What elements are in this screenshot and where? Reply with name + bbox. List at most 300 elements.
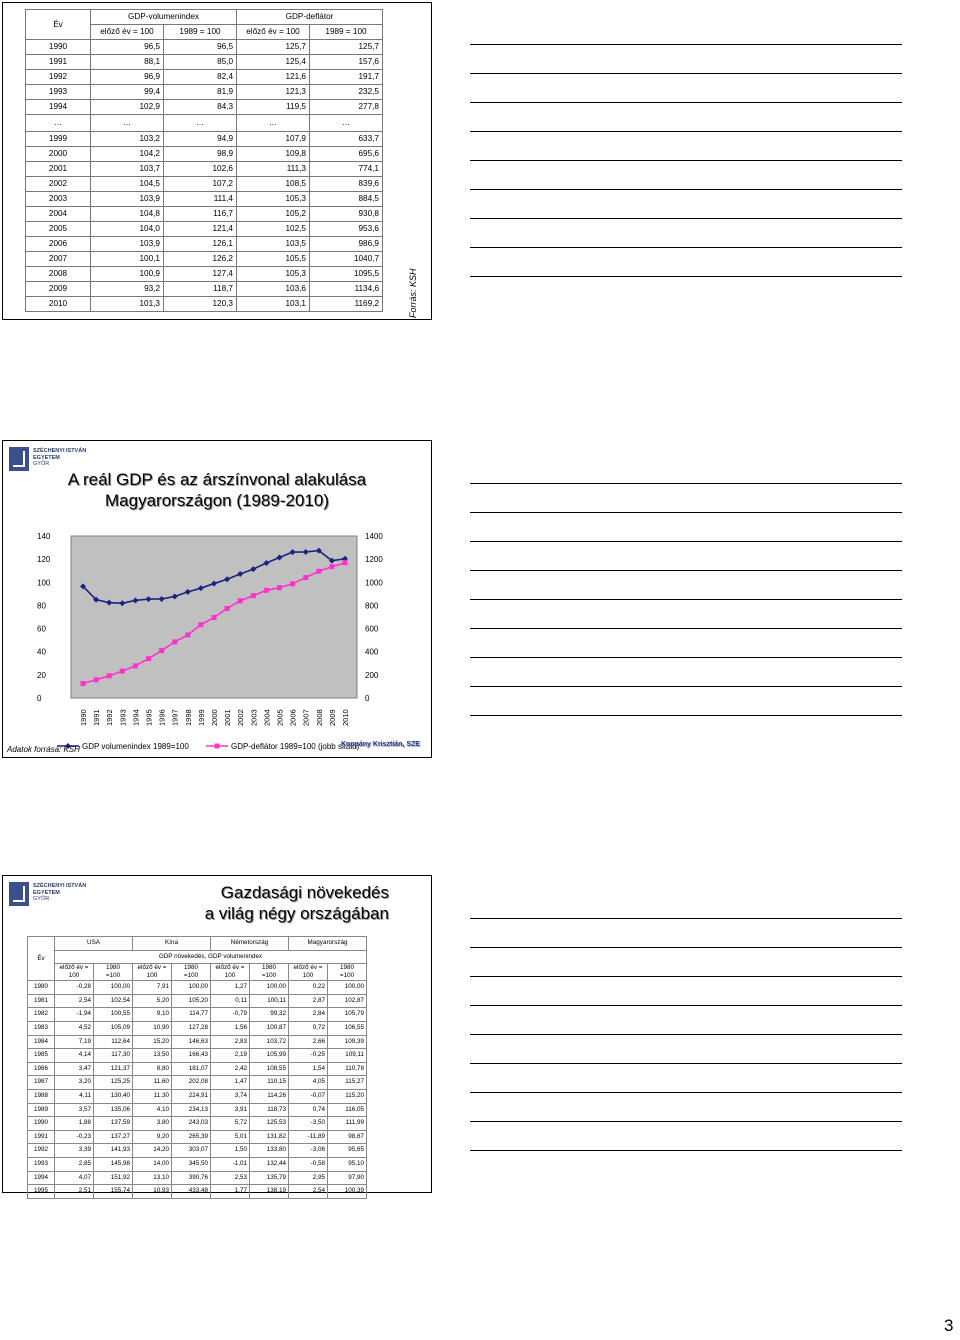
cell-value: 135,06 [94,1103,133,1117]
subheader-line: =100 [339,972,355,980]
cell-value: -1,94 [55,1008,94,1022]
cell-value: 5,72 [211,1117,250,1131]
cell-value: 100,9 [91,267,164,282]
header-gdp-deflator: GDP-deflátor [237,10,383,25]
x-tick-label: 1993 [118,709,128,726]
data-point [107,673,112,678]
cell-value: 82,4 [164,70,237,85]
cell-value: … [91,115,164,132]
cell-value: 110,15 [250,1076,289,1090]
cell-year: 1990 [26,40,91,55]
cell-value: 115,20 [328,1089,367,1103]
cell-year: 1984 [28,1035,55,1049]
x-tick-label: 2010 [341,709,350,726]
y-right-tick-label: 600 [365,624,379,634]
cell-value: 157,6 [310,55,383,70]
cell-value: 110,78 [328,1062,367,1076]
cell-value: 155,74 [94,1185,133,1199]
table-row [26,115,383,132]
cell-value: 10,93 [133,1185,172,1199]
header-country: Magyarország [289,937,367,951]
cell-value: 103,72 [250,1035,289,1049]
data-point [225,606,230,611]
cell-year: 2006 [26,237,91,252]
cell-value: 2,95 [289,1171,328,1185]
cell-value: 277,8 [310,100,383,115]
table-row [26,252,383,267]
cell-value: 116,05 [328,1103,367,1117]
cell-year: 2009 [26,282,91,297]
cell-value: 13,50 [133,1049,172,1063]
cell-value: 103,1 [237,297,310,312]
table-row [26,70,383,85]
cell-value: 109,39 [328,1035,367,1049]
cell-value: 8,80 [133,1062,172,1076]
cell-value: 0,22 [289,981,328,995]
table-row [26,297,383,312]
subheader-line: 100 [68,972,80,980]
cell-value: 101,3 [91,297,164,312]
y-right-tick-label: 1200 [365,555,383,565]
cell-value: 145,98 [94,1157,133,1171]
cell-value: 839,6 [310,177,383,192]
growth-table [27,936,367,1199]
subheader-line: 1980 [261,964,276,972]
table-row [26,40,383,55]
cell-value: 121,6 [237,70,310,85]
y-right-tick-label: 0 [365,694,370,703]
cell-value: 3,20 [55,1076,94,1090]
cell-value: 103,9 [91,192,164,207]
cell-value: -11,89 [289,1130,328,1144]
cell-year: 1981 [28,994,55,1008]
x-tick-label: 2003 [249,709,259,726]
title-line: A reál GDP és az árszínvonal alakulása [67,470,367,489]
logo-icon [9,882,29,906]
cell-value: 118,7 [164,282,237,297]
cell-value: 114,77 [172,1008,211,1022]
header-country: Németország [211,937,289,951]
cell-value: -0,79 [211,1008,250,1022]
cell-value: 111,99 [328,1117,367,1131]
x-tick-label: 2009 [327,709,337,726]
cell-value: 104,0 [91,222,164,237]
table-row [26,162,383,177]
data-point [303,575,308,580]
cell-value: 112,64 [94,1035,133,1049]
cell-year: 2008 [26,267,91,282]
cell-value: 14,20 [133,1144,172,1158]
cell-value: 125,25 [94,1076,133,1090]
cell-value: 100,00 [94,981,133,995]
cell-value: 111,4 [164,192,237,207]
data-point [277,585,282,590]
cell-value: 105,99 [250,1049,289,1063]
subheader [172,964,211,981]
university-logo [9,882,109,908]
header-gdp-volume: GDP-volumenindex [91,10,237,25]
cell-value: 117,30 [94,1049,133,1063]
table-row [26,147,383,162]
cell-value: 345,50 [172,1157,211,1171]
table-row [28,1089,367,1103]
cell-value: 4,52 [55,1021,94,1035]
cell-value: 0,74 [289,1103,328,1117]
y-left-tick-label: 0 [37,694,42,703]
table-row [28,1144,367,1158]
cell-value: … [164,115,237,132]
cell-value: 95,10 [328,1157,367,1171]
y-left-tick-label: 40 [37,647,46,657]
cell-value: 85,0 [164,55,237,70]
logo-text: EGYETEM [33,454,60,461]
data-point [264,588,269,593]
legend-label: GDP volumenindex 1989=100 [82,742,189,751]
table-row [26,282,383,297]
cell-value: 11,60 [133,1076,172,1090]
subheader [55,964,94,981]
y-right-tick-label: 1000 [365,578,383,588]
cell-value: -3,50 [289,1117,328,1131]
cell-value: 119,5 [237,100,310,115]
subheader [211,964,250,981]
cell-value: 9,10 [133,1008,172,1022]
cell-value: -0,58 [289,1157,328,1171]
cell-value: 132,44 [250,1157,289,1171]
cell-value: -3,06 [289,1144,328,1158]
cell-value: 9,20 [133,1130,172,1144]
data-point [133,663,138,668]
cell-value: 104,5 [91,177,164,192]
cell-value: 95,65 [328,1144,367,1158]
logo-text: GYŐR [33,461,50,467]
title-line: Gazdasági növekedés [220,883,389,902]
cell-value: 100,87 [250,1021,289,1035]
table-row [26,267,383,282]
x-tick-label: 2006 [288,709,298,726]
cell-value: 2,54 [55,994,94,1008]
subheader-line: 100 [224,972,236,980]
cell-value: 104,2 [91,147,164,162]
x-tick-label: 2008 [314,709,324,726]
cell-value: 105,3 [237,192,310,207]
cell-year: 2007 [26,252,91,267]
subheader [328,964,367,981]
cell-value: 108,5 [237,177,310,192]
cell-value: 100,00 [250,981,289,995]
subheader: előző év = 100 [237,25,310,40]
cell-value: 4,11 [55,1089,94,1103]
cell-year: 1991 [26,55,91,70]
cell-value: 141,93 [94,1144,133,1158]
cell-year: 1982 [28,1008,55,1022]
cell-value: 1,56 [211,1021,250,1035]
cell-value: 96,5 [91,40,164,55]
gdp-index-table [25,9,383,312]
title-line: a világ négy országában [204,904,389,923]
cell-value: 126,1 [164,237,237,252]
cell-value: 695,6 [310,147,383,162]
cell-value: 107,9 [237,132,310,147]
logo-icon [9,447,29,471]
cell-value: 3,91 [211,1103,250,1117]
header-year: Év [28,937,55,981]
cell-year: 1990 [28,1117,55,1131]
cell-value: 125,4 [237,55,310,70]
cell-value: 105,09 [94,1021,133,1035]
x-tick-label: 2005 [275,709,285,726]
data-point [251,593,256,598]
subheader-line: 1980 [183,964,198,972]
subheader: 1989 = 100 [164,25,237,40]
subheader [289,964,328,981]
cell-value: 108,55 [250,1062,289,1076]
table-row [28,994,367,1008]
cell-year: 2003 [26,192,91,207]
cell-value: 234,13 [172,1103,211,1117]
cell-value: 138,19 [250,1185,289,1199]
page-number: 3 [944,1316,954,1335]
x-tick-label: 1996 [157,709,167,726]
cell-value: 433,48 [172,1185,211,1199]
cell-value: 4,14 [55,1049,94,1063]
cell-value: 2,66 [289,1035,328,1049]
cell-value: 2,85 [55,1157,94,1171]
cell-year: 1992 [26,70,91,85]
cell-value: 135,79 [250,1171,289,1185]
header-country: Kína [133,937,211,951]
cell-value: 146,63 [172,1035,211,1049]
table-row [26,132,383,147]
cell-value: 2,87 [289,994,328,1008]
cell-value: 3,74 [211,1089,250,1103]
cell-year: … [26,115,91,132]
subheader: 1989 = 100 [310,25,383,40]
cell-value: 0,11 [211,994,250,1008]
cell-value: 100,1 [91,252,164,267]
cell-value: 1169,2 [310,297,383,312]
cell-value: 2,53 [211,1171,250,1185]
subheader-line: 100 [302,972,314,980]
cell-value: 103,5 [237,237,310,252]
subheader-line: előző év = [59,964,89,972]
data-point [316,569,321,574]
data-point [172,639,177,644]
cell-value: 109,8 [237,147,310,162]
cell-value: 2,42 [211,1062,250,1076]
cell-value: -0,23 [55,1130,94,1144]
subheader-line: =100 [261,972,277,980]
cell-value: 111,3 [237,162,310,177]
cell-value: 11,30 [133,1089,172,1103]
cell-value: 105,5 [237,252,310,267]
cell-value: 133,80 [250,1144,289,1158]
subheader-line: 100 [146,972,158,980]
logo-text: SZÉCHENYI ISTVÁN [33,883,87,889]
notes-area [470,44,902,305]
cell-value: 102,87 [328,994,367,1008]
data-point [290,581,295,586]
data-source: Adatok forrása: KSH [7,745,80,754]
cell-value: 1,47 [211,1076,250,1090]
table-row [26,207,383,222]
data-point [81,681,86,686]
title-line: Magyarországon (1989-2010) [105,491,329,510]
cell-value: 96,5 [164,40,237,55]
table-row [28,1035,367,1049]
cell-value: 104,8 [91,207,164,222]
table-row [28,1008,367,1022]
legend-marker [215,744,220,749]
cell-value: 2,54 [289,1185,328,1199]
cell-value: 191,7 [310,70,383,85]
cell-value: 224,91 [172,1089,211,1103]
cell-value: 102,9 [91,100,164,115]
table-row [28,981,367,995]
notes-area [470,483,902,744]
cell-value: 1,77 [211,1185,250,1199]
y-left-tick-label: 140 [37,532,51,541]
cell-value: 3,57 [55,1103,94,1117]
cell-value: 1095,5 [310,267,383,282]
cell-year: 1995 [28,1185,55,1199]
subheader [250,964,289,981]
table-row [26,55,383,70]
cell-value: 105,20 [172,994,211,1008]
cell-year: 2004 [26,207,91,222]
cell-value: 303,07 [172,1144,211,1158]
table-row [28,1076,367,1090]
cell-value: 106,55 [328,1021,367,1035]
cell-year: 1991 [28,1130,55,1144]
cell-year: 1980 [28,981,55,995]
cell-value: 126,2 [164,252,237,267]
cell-value: 103,9 [91,237,164,252]
cell-value: -0,07 [289,1089,328,1103]
cell-value: 81,9 [164,85,237,100]
cell-value: 102,5 [237,222,310,237]
x-tick-label: 1992 [105,709,115,726]
cell-value: 94,9 [164,132,237,147]
legend-label: GDP-deflátor 1989=100 (jobb skála) [231,742,360,751]
cell-value: 633,7 [310,132,383,147]
cell-value: 100,11 [250,994,289,1008]
header-country: USA [55,937,133,951]
x-tick-label: 1991 [92,709,102,726]
table-row [28,1185,367,1199]
cell-value: 4,10 [133,1103,172,1117]
table-row [28,1049,367,1063]
table-row [28,1171,367,1185]
slide-title [205,882,389,924]
y-left-tick-label: 80 [37,601,46,611]
cell-value: 7,91 [133,981,172,995]
cell-year: 1988 [28,1089,55,1103]
subheader-line: =100 [183,972,199,980]
table-row [28,1062,367,1076]
data-point [94,677,99,682]
cell-value: 13,10 [133,1171,172,1185]
cell-value: 105,79 [328,1008,367,1022]
cell-value: 105,2 [237,207,310,222]
data-point [343,560,348,565]
cell-year: 1986 [28,1062,55,1076]
cell-year: 1994 [26,100,91,115]
cell-value: 986,9 [310,237,383,252]
cell-value: 2,84 [289,1008,328,1022]
cell-year: 2010 [26,297,91,312]
cell-value: 102,6 [164,162,237,177]
cell-value: -1,01 [211,1157,250,1171]
cell-value: 1040,7 [310,252,383,267]
table-row [28,1021,367,1035]
cell-year: 1987 [28,1076,55,1090]
cell-value: 114,26 [250,1089,289,1103]
cell-value: 202,08 [172,1076,211,1090]
cell-year: 2002 [26,177,91,192]
data-point [212,615,217,620]
cell-value: 151,92 [94,1171,133,1185]
cell-value: 1,88 [55,1117,94,1131]
cell-value: -0,28 [55,981,94,995]
logo-text: EGYETEM [33,889,60,896]
data-point [146,656,151,661]
cell-value: 15,20 [133,1035,172,1049]
cell-value: 884,5 [310,192,383,207]
cell-value: 96,9 [91,70,164,85]
cell-value: 118,73 [250,1103,289,1117]
table-row [28,1103,367,1117]
x-tick-label: 1998 [183,709,193,726]
cell-value: 0,72 [289,1021,328,1035]
cell-value: 1,50 [211,1144,250,1158]
table-row [28,1117,367,1131]
table-row [28,1157,367,1171]
table-row [26,222,383,237]
x-tick-label: 1999 [196,709,206,726]
cell-value: 232,5 [310,85,383,100]
cell-value: 1134,6 [310,282,383,297]
x-tick-label: 2000 [210,709,219,726]
cell-value: 99,32 [250,1008,289,1022]
header-year: Év [26,10,91,40]
table-row [26,85,383,100]
cell-value: 4,05 [289,1076,328,1090]
cell-value: 100,39 [328,1185,367,1199]
cell-year: 1992 [28,1144,55,1158]
subheader-line: 1980 [339,964,354,972]
cell-value: 137,59 [94,1117,133,1131]
cell-value: 127,28 [172,1021,211,1035]
logo-text: GYŐR [33,896,50,902]
data-point [329,564,334,569]
cell-value: 103,7 [91,162,164,177]
cell-value: 98,67 [328,1130,367,1144]
cell-value: 14,00 [133,1157,172,1171]
cell-value: 5,01 [211,1130,250,1144]
cell-year: 2001 [26,162,91,177]
cell-value: 100,55 [94,1008,133,1022]
x-tick-label: 1995 [144,709,154,726]
slide-growth-table [2,875,432,1193]
cell-value: 930,8 [310,207,383,222]
cell-value: 97,90 [328,1171,367,1185]
cell-value: 390,76 [172,1171,211,1185]
data-point [198,622,203,627]
cell-year: 1983 [28,1021,55,1035]
x-tick-label: 1990 [79,709,88,726]
cell-value: 137,27 [94,1130,133,1144]
